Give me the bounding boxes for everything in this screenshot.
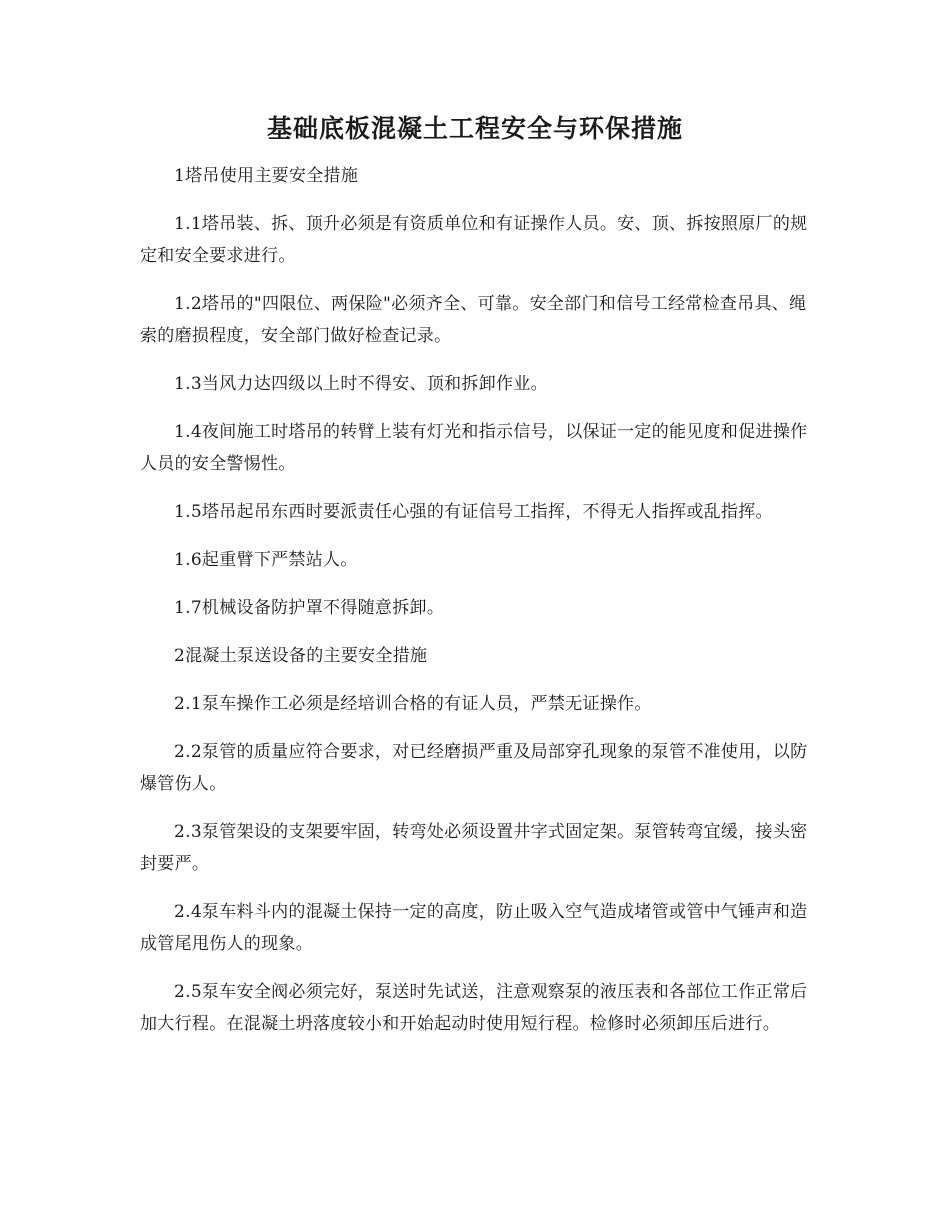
paragraph-1-1: 1.1塔吊装、拆、顶升必须是有资质单位和有证操作人员。安、顶、拆按照原厂的规定和安全要求进行。	[140, 214, 808, 266]
paragraph-2-2: 2.2泵管的质量应符合要求，对已经磨损严重及局部穿孔现象的泵管不准使用，以防爆管伤人。	[140, 742, 808, 794]
paragraph-1-4: 1.4夜间施工时塔吊的转臂上装有灯光和指示信号，以保证一定的能见度和促进操作人员的安全警惕性。	[140, 422, 808, 474]
document-body	[140, 160, 810, 1056]
paragraph-1-2: 1.2塔吊的"四限位、两保险"必须齐全、可靠。安全部门和信号工经常检查吊具、绳索的磨损程度，安全部门做好检查记录。	[140, 294, 807, 346]
paragraph-1-7: 1.7机械设备防护罩不得随意拆卸。	[174, 598, 445, 618]
paragraph-2-4: 2.4泵车料斗内的混凝土保持一定的高度，防止吸入空气造成堵管或管中气锤声和造成管尾甩伤人的现象。	[140, 902, 808, 954]
document-title: 基础底板混凝土工程安全与环保措施	[266, 114, 683, 143]
paragraph-2-1: 2.1泵车操作工必须是经培训合格的有证人员，严禁无证操作。	[174, 694, 652, 714]
section-heading-2: 2混凝土泵送设备的主要安全措施	[174, 646, 428, 666]
paragraph-1-5: 1.5塔吊起吊东西时要派责任心强的有证信号工指挥，不得无人指挥或乱指挥。	[174, 502, 773, 522]
paragraph-1-6: 1.6起重臂下严禁站人。	[174, 550, 358, 570]
paragraph-1-3: 1.3当风力达四级以上时不得安、顶和拆卸作业。	[174, 374, 548, 394]
paragraph-2-3: 2.3泵管架设的支架要牢固，转弯处必须设置井字式固定架。泵管转弯宜缓，接头密封要严。	[140, 822, 808, 874]
section-heading-1: 1塔吊使用主要安全措施	[174, 166, 359, 186]
paragraph-2-5: 2.5泵车安全阀必须完好，泵送时先试送，注意观察泵的液压表和各部位工作正常后加大行程。在混凝土坍落度较小和开始起动时使用短行程。检修时必须卸压后进行。	[140, 982, 808, 1034]
